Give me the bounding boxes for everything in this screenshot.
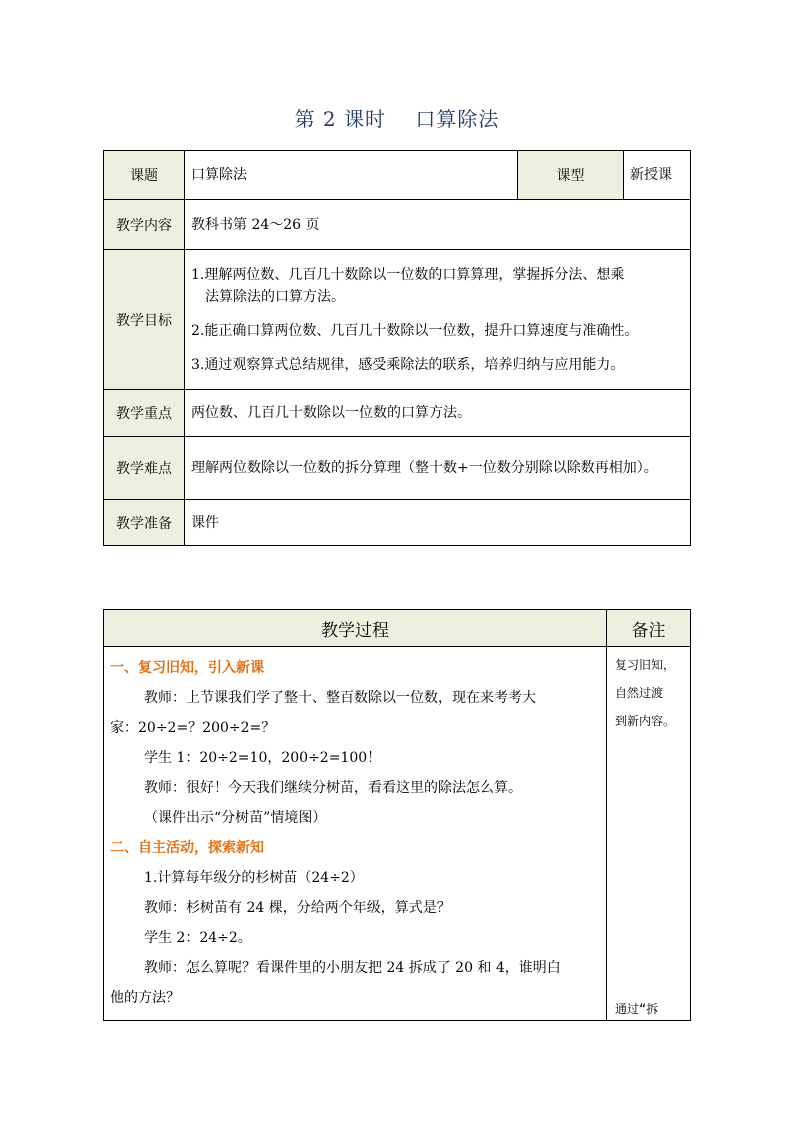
goal-line: 2.能正确口算两位数、几百几十数除以一位数，提升口算速度与准确性。 [191,322,639,339]
note-line: 到新内容。 [615,714,676,728]
prep-value: 课件 [185,500,691,546]
notes-header: 备注 [607,610,691,647]
goal-line: 3.通过观察算式总结规律，感受乘除法的联系，培养归纳与应用能力。 [191,356,625,373]
difficulty-label: 教学难点 [104,437,185,500]
process-line: 学生 1：20÷2=10，200÷2=100！ [144,750,382,766]
process-line: 教师：杉树苗有 24 棵，分给两个年级，算式是？ [144,900,451,916]
difficulty-value: 理解两位数除以一位数的拆分算理（整十数+一位数分别除以除数再相加）。 [185,437,691,500]
goals-cell [185,250,691,390]
process-line: 教师：上节课我们学了整十、整百数除以一位数，现在来考考大 [144,690,536,706]
section-heading: 一、复习旧知，引入新课 [110,660,264,676]
type-value: 新授课 [624,151,691,200]
process-header: 教学过程 [104,610,607,647]
lesson-info-table [103,150,691,546]
process-line: 学生 2：24÷2。 [144,930,252,946]
process-table [103,609,691,1021]
topic-value: 口算除法 [185,151,518,200]
note-bottom: 通过“拆 [615,1002,659,1016]
key-value: 两位数、几百几十数除以一位数的口算方法。 [185,390,691,437]
topic-label: 课题 [104,151,185,200]
page-title: 第 2 课时 口算除法 [294,107,500,131]
goal-line: 法算除法的口算方法。 [205,288,345,305]
type-label: 课型 [518,151,624,200]
section-heading: 二、自主活动，探索新知 [110,840,264,856]
process-line: 教师：怎么算呢？看课件里的小朋友把 24 拆成了 20 和 4，谁明白 [144,960,561,976]
process-line: 家：20÷2=？200÷2=？ [110,720,276,736]
note-line: 自然过渡 [615,686,664,700]
process-line: （课件出示“分树苗”情境图） [144,810,327,826]
content-label: 教学内容 [104,200,185,250]
notes-content [607,647,691,1021]
goal-line: 1.理解两位数、几百几十数除以一位数的口算算理，掌握拆分法、想乘 [191,266,625,283]
prep-label: 教学准备 [104,500,185,546]
process-content [104,647,607,1021]
key-label: 教学重点 [104,390,185,437]
goals-label: 教学目标 [104,250,185,390]
process-line: 他的方法？ [110,990,180,1006]
process-line: 1.计算每年级分的杉树苗（24÷2） [144,870,364,886]
content-value: 教科书第 24～26 页 [185,200,691,250]
process-line: 教师：很好！今天我们继续分树苗，看看这里的除法怎么算。 [144,780,522,796]
note-line: 复习旧知， [615,658,676,672]
